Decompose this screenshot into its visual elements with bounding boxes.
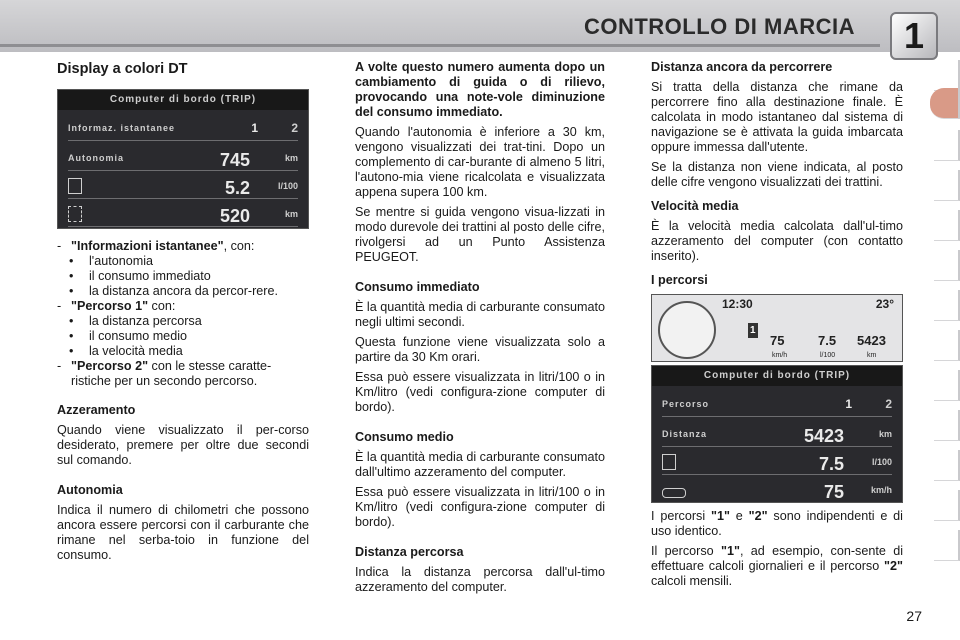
list-item: • la velocità media (69, 344, 183, 358)
side-tab[interactable] (934, 210, 960, 241)
paragraph: Si tratta della distanza che rimane da percorrere fino alla destinazione finale. È calcolata in modo istantaneo dal sistema di navigazione se è attivata la guida imbarcata oppure immessa dall'utente. (651, 80, 903, 154)
paragraph: Quando l'autonomia è inferiore a 30 km, vengono visualizzati dei trat-tini. Dopo un complemento di car-burante di almeno 5 litri, l'autono-mia viene ricalcolata e visualizzata appena supera 100 km. (355, 125, 605, 199)
list-item: • la distanza percorsa (69, 314, 202, 328)
side-tab-active[interactable] (930, 88, 960, 119)
side-tab[interactable] (934, 170, 960, 201)
screen-row-value: 5423 (803, 426, 844, 446)
screen-row-value: 745 (219, 150, 250, 170)
screen-row-label: Autonomia (68, 153, 124, 163)
list-item: - "Informazioni istantanee", con: (57, 239, 255, 253)
screen-row-autonomy (68, 142, 298, 171)
chapter-badge: 1 (890, 12, 938, 60)
screen-row-value: 5.2 (224, 178, 250, 198)
paragraph-trips-2: Il percorso "1", ad esempio, con-sente di effettuare calcoli giornalieri e il percorso "2" calcoli mensili. (651, 544, 904, 588)
column-1 (57, 60, 309, 568)
screen-tab-2: 2 (291, 121, 298, 135)
side-tab[interactable] (934, 410, 960, 441)
page-number: 27 (906, 608, 922, 624)
heading-average-consumption: Consumo medio (355, 430, 454, 444)
list-item: • la distanza ancora da percor-rere. (69, 284, 279, 298)
paragraph: Indica la distanza percorsa dall'ul-timo azzeramento del computer. (355, 565, 605, 594)
side-tabs (930, 60, 960, 580)
screen-title: Computer di bordo (TRIP) (58, 90, 308, 110)
screen-tabs-label: Percorso (662, 399, 710, 409)
screen-row-consumption (662, 446, 892, 475)
screen-row-label: Distanza (662, 429, 708, 439)
paragraph: Se la distanza non viene indicata, al posto delle cifre vengono visualizzati dei trattini. (651, 160, 903, 189)
paragraph: È la velocità media calcolata dall'ul-timo azzeramento del computer (con contatto inserito). (651, 219, 903, 263)
column-3 (651, 60, 903, 594)
trip-computer-screen-2 (651, 365, 903, 503)
paragraph: Essa può essere visualizzata in litri/100 o in Km/litro (vedi configura-zione computer di bordo). (355, 370, 605, 414)
paragraph-trips-1: I percorsi "1" e "2" sono indipendenti e di uso identico. (651, 509, 903, 538)
screen-tabs-row (68, 112, 298, 141)
side-tab[interactable] (934, 490, 960, 521)
side-tab[interactable] (934, 530, 960, 561)
small-unit: l/100 (820, 352, 836, 359)
screen-row-value: 520 (219, 206, 250, 226)
outside-temperature: 23° (875, 297, 894, 311)
screen-row-speed (662, 474, 892, 503)
heading-reset: Azzeramento (57, 403, 136, 417)
display-modes-list (57, 239, 309, 389)
side-tab[interactable] (934, 450, 960, 481)
paragraph: Se mentre si guida vengono visua-lizzati in modo durevole dei trattini al posto delle cifre, rivolgersi ad un Punto Assistenza PEUGEOT. (355, 205, 605, 264)
car-icon (662, 488, 686, 498)
column-2 (355, 60, 605, 600)
side-tab[interactable] (934, 130, 960, 161)
paragraph: È la quantità media di carburante consumato negli ultimi secondi. (355, 300, 605, 329)
side-tab[interactable] (934, 60, 960, 91)
heading-distance-travelled: Distanza percorsa (355, 545, 464, 559)
side-tab[interactable] (934, 250, 960, 281)
screen-row-unit: km (284, 209, 298, 219)
heading-trips: I percorsi (651, 273, 708, 287)
screen-row-value: 75 (823, 482, 844, 502)
screen-row-distance (662, 418, 892, 447)
clock-time: 12:30 (722, 297, 753, 311)
screen-row-unit: l/100 (871, 457, 892, 467)
list-item: - "Percorso 1" con: (57, 299, 176, 313)
paragraph-reset: Quando viene visualizzato il per-corso desiderato, premere per oltre due secondi sul comando. (57, 423, 309, 467)
clock-dial-icon (658, 301, 716, 359)
small-unit: km/h (772, 352, 788, 359)
screen-tab-2: 2 (885, 397, 892, 411)
side-tab[interactable] (934, 290, 960, 321)
header-rule (0, 44, 880, 47)
fuel-pump-icon (662, 454, 676, 470)
checkered-flag-icon (68, 206, 82, 222)
screen-row-unit: km/h (870, 485, 892, 495)
paragraph-intro: A volte questo numero aumenta dopo un cambiamento di guida o di rilievo, provocando una note-vole diminuzione del consumo immediato. (355, 60, 605, 119)
heading-instant-consumption: Consumo immediato (355, 280, 480, 294)
dashboard-small-screen (651, 294, 903, 362)
screen-row-unit: km (878, 429, 892, 439)
list-item: - "Percorso 2" con le stesse caratte-ristiche per un secondo percorso. (57, 359, 272, 388)
side-tab[interactable] (934, 370, 960, 401)
screen-row-remaining (68, 198, 298, 227)
paragraph: È la quantità media di carburante consumato dall'ultimo azzeramento del computer. (355, 450, 605, 479)
small-value: 7.5 (818, 333, 837, 348)
list-item: • il consumo immediato (69, 269, 211, 283)
small-unit: km (867, 352, 877, 359)
heading-autonomy: Autonomia (57, 483, 123, 497)
screen-tabs-label: Informaz. istantanee (68, 123, 176, 133)
screen-row-unit: km (284, 153, 298, 163)
list-item: • l'autonomia (69, 254, 154, 268)
screen-row-unit: l/100 (277, 181, 298, 191)
paragraph-autonomy: Indica il numero di chilometri che possono ancora essere percorsi con il carburante che rimane nel serba-toio in funzione del consumo. (57, 503, 309, 562)
screen-title: Computer di bordo (TRIP) (652, 366, 902, 386)
small-value: 5423 (857, 333, 886, 348)
trip-selector: 1 (750, 325, 756, 336)
page-title: CONTROLLO DI MARCIA (583, 14, 855, 39)
screen-tabs-row (662, 388, 892, 417)
section-title-display: Display a colori DT (57, 61, 188, 77)
heading-remaining-distance: Distanza ancora da percorrere (651, 60, 833, 74)
small-value: 75 (770, 333, 785, 348)
screen-row-consumption (68, 170, 298, 199)
screen-tab-1: 1 (845, 397, 852, 411)
screen-row-value: 7.5 (818, 454, 844, 474)
fuel-pump-icon (68, 178, 82, 194)
trip-computer-screen (57, 89, 309, 229)
paragraph: Questa funzione viene visualizzata solo a partire da 30 Km orari. (355, 335, 605, 364)
list-item: • il consumo medio (69, 329, 187, 343)
side-tab[interactable] (934, 330, 960, 361)
heading-average-speed: Velocità media (651, 199, 739, 213)
paragraph: Essa può essere visualizzata in litri/100 o in Km/litro (vedi configura-zione computer di bordo). (355, 485, 605, 529)
screen-tab-1: 1 (251, 121, 258, 135)
